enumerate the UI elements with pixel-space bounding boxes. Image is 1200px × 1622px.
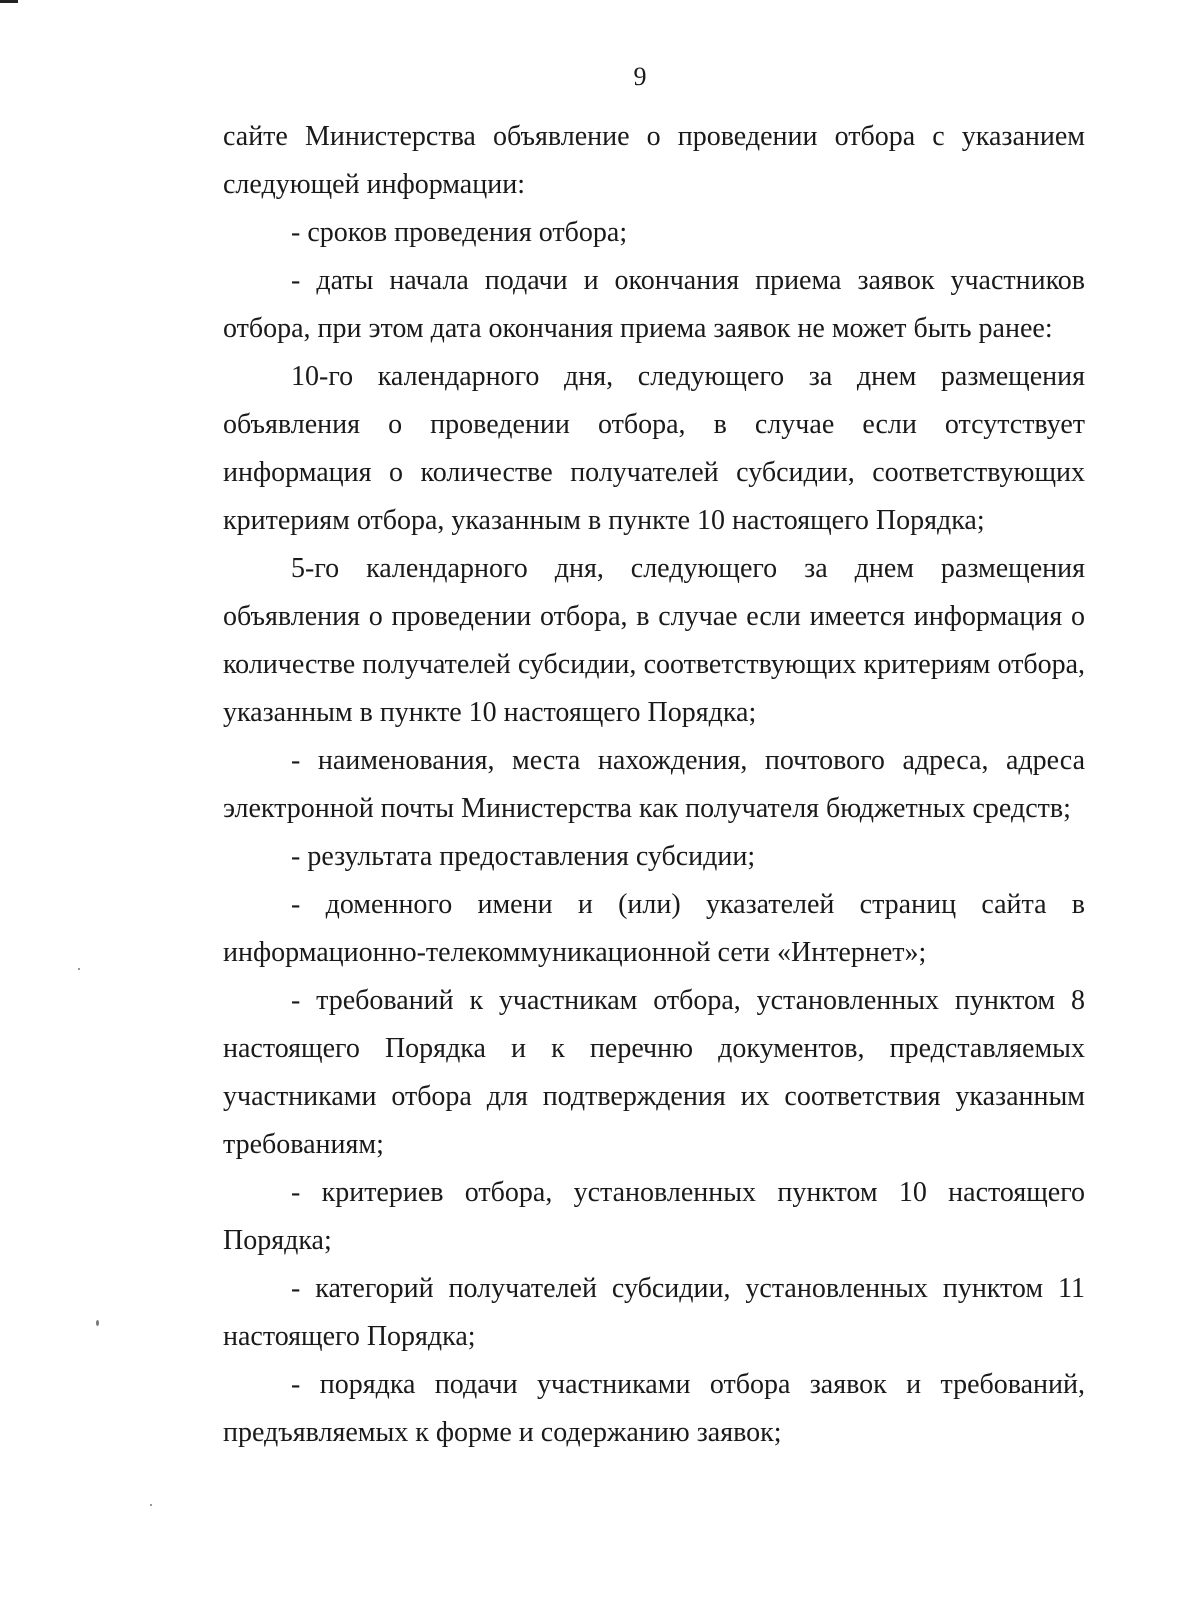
paragraph: сайте Министерства объявление о проведении отбора с указанием следующей информации: (223, 121, 1085, 200)
body-text (223, 113, 1085, 1457)
paragraph: - критериев отбора, установленных пунктом 10 настоящего Порядка; (223, 1177, 1085, 1256)
paragraph: - сроков проведения отбора; (291, 217, 628, 248)
paragraph: - порядка подачи участниками отбора заявок и требований, предъявляемых к форме и содержанию заявок; (223, 1369, 1085, 1448)
scan-speck (150, 1504, 152, 1506)
scan-speck (78, 968, 80, 970)
scan-speck (96, 1320, 99, 1326)
paragraph: - доменного имени и (или) указателей страниц сайта в информационно-телекоммуникационной сети «Интернет»; (223, 889, 1085, 968)
page-number: 9 (633, 62, 647, 91)
paragraph: - наименования, места нахождения, почтового адреса, адреса электронной почты Министерства как получателя бюджетных средств; (223, 745, 1085, 824)
paragraph: - результата предоставления субсидии; (291, 841, 756, 872)
paragraph: - категорий получателей субсидии, установленных пунктом 11 настоящего Порядка; (223, 1273, 1085, 1352)
paragraph: 10-го календарного дня, следующего за днем размещения объявления о проведении отбора, в случае если отсутствует информация о количестве получателей субсидии, соответствующих критериям отбора, указанным в пункте 10 настоящего Порядка; (223, 361, 1085, 536)
paragraph: - требований к участникам отбора, установленных пунктом 8 настоящего Порядка и к перечню документов, представляемых участниками отбора для подтверждения их соответствия указанным требованиям; (223, 985, 1085, 1160)
scan-edge-mark (0, 0, 18, 3)
paragraph: - даты начала подачи и окончания приема заявок участников отбора, при этом дата окончания приема заявок не может быть ранее: (223, 265, 1085, 344)
paragraph: 5-го календарного дня, следующего за днем размещения объявления о проведении отбора, в случае если имеется информация о количестве получателей субсидии, соответствующих критериям отбора, указанным в пункте 10 настоящего Порядка; (223, 553, 1085, 728)
